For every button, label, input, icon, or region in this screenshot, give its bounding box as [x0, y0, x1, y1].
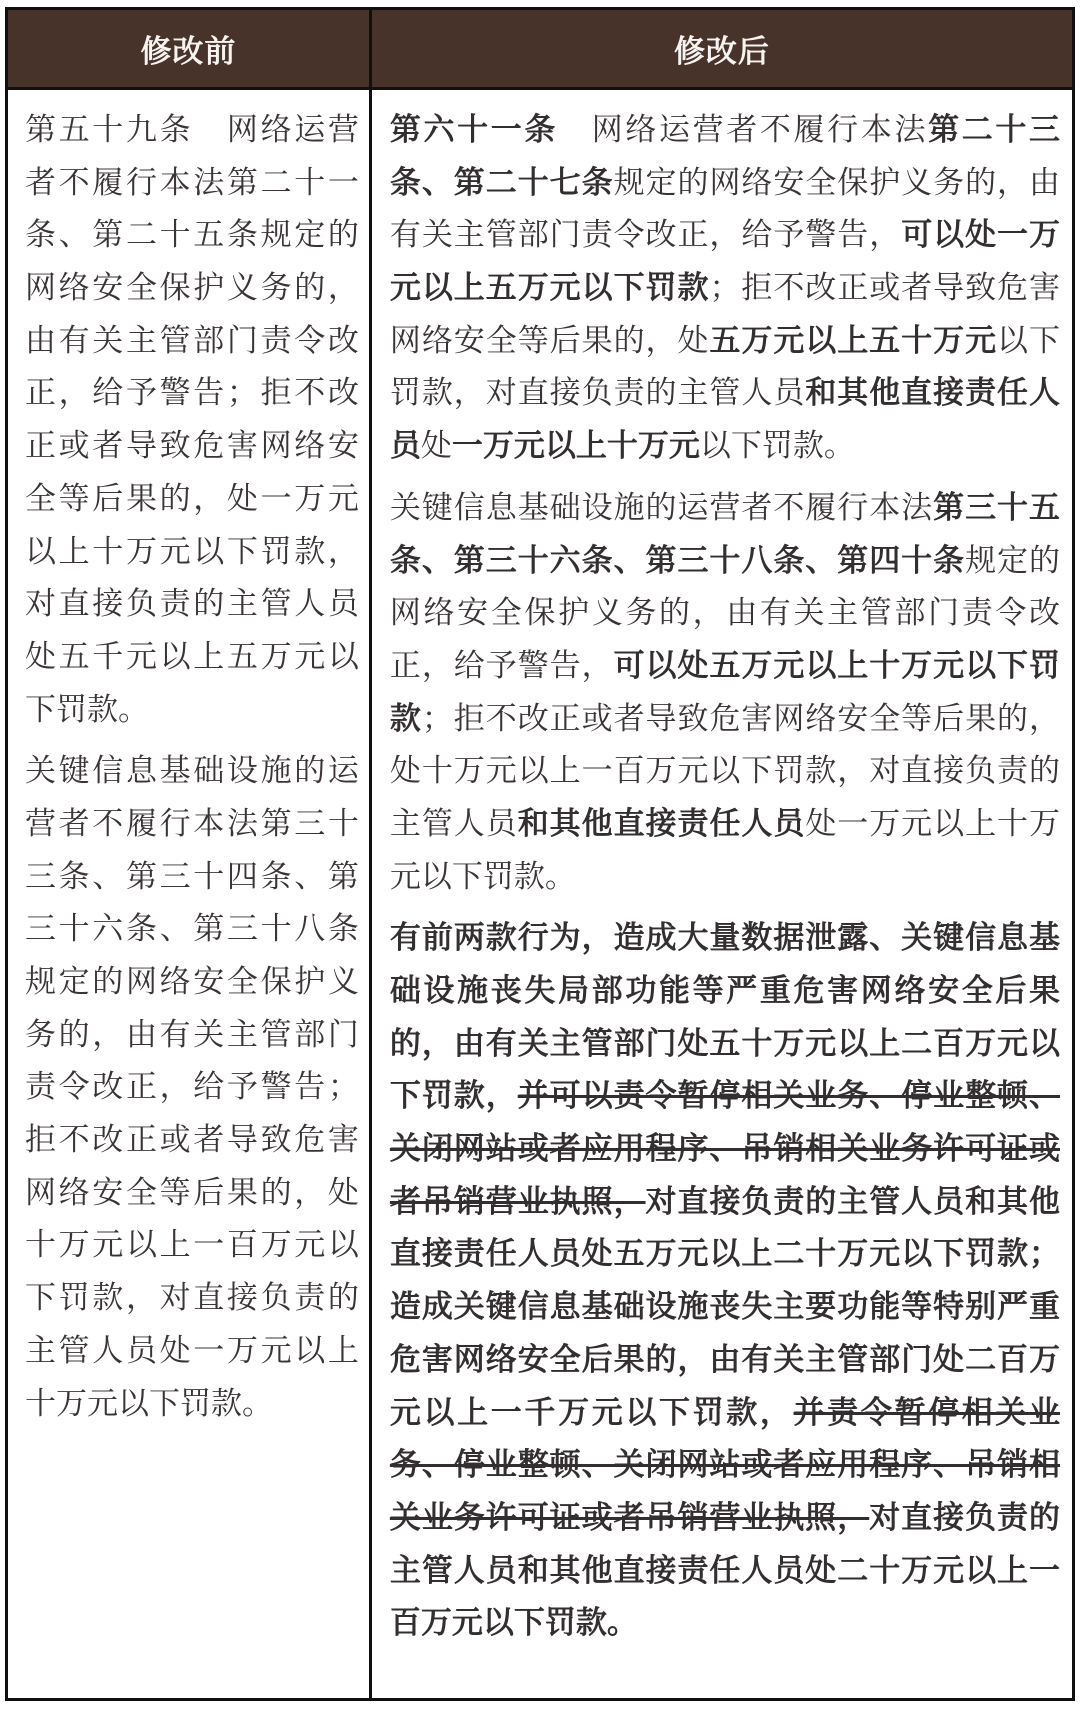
- law-paragraph: [25, 104, 359, 736]
- emphasized-text-run: 五万元以上五十万元: [709, 322, 998, 358]
- header-before-revision: 修改前: [8, 10, 372, 87]
- table-header-row: [8, 10, 1072, 90]
- text-run: 处: [420, 428, 452, 464]
- text-run: ；拒不改正或者导致危害网络安全等后果的，处: [389, 270, 1060, 358]
- revision-comparison-table: [5, 7, 1075, 1701]
- text-run: 以下罚款。: [699, 428, 855, 464]
- after-revision-cell: [372, 90, 1072, 1698]
- table-body-row: [8, 90, 1072, 1698]
- emphasized-text-run: 可以处一万元以上五万元以下罚款: [389, 217, 1061, 306]
- law-paragraph: [390, 482, 1060, 904]
- emphasized-text-run: 一万元以上十万元: [451, 428, 700, 464]
- text-run: 规定的网络安全保护义务的，由有关主管部门责令改正，给予警告，: [389, 164, 1061, 253]
- text-run: 以下罚款，对直接负责的主管人员: [389, 322, 1061, 411]
- deleted-text-run: 并可以责令暂停相关业务、停业整顿、关闭网站或者应用程序、吊销相关业务许可证或者吊销营业执照，: [389, 1078, 1061, 1219]
- emphasized-text-run: 第三十五条、第三十六条、第三十八条、第四十条: [389, 489, 1061, 578]
- text-run: ；拒不改正或者导致危害网络安全等后果的，处十万元以上一百万元以下罚款，对直接负责的主管人员: [389, 700, 1061, 841]
- text-run: 第五十九条 网络运营者不履行本法第二十一条、第二十五条规定的网络安全保护义务的，由有关主管部门责令改正，给予警告；拒不改正或者导致危害网络安全等后果的，处一万元以上十万元以下罚款，对直接负责的主管人员处五千元以上五万元以下罚款。: [25, 112, 359, 727]
- text-run: 关键信息基础设施的运营者不履行本法: [389, 489, 934, 525]
- before-revision-cell: [8, 90, 372, 1698]
- text-run: 规定的网络安全保护义务的，由有关主管部门责令改正，给予警告，: [389, 542, 1061, 683]
- emphasized-text-run: 对直接负责的主管人员和其他直接责任人员处二十万元以上一百万元以下罚款。: [389, 1499, 1060, 1641]
- deleted-text-run: 并责令暂停相关业务、停业整顿、关闭网站或者应用程序、吊销相关业务许可证或者吊销营业执照，: [389, 1394, 1061, 1535]
- emphasized-text-run: 和其他直接责任人员: [517, 805, 806, 841]
- law-paragraph: [390, 912, 1060, 1650]
- emphasized-text-run: 第二十三条、第二十七条: [389, 112, 1061, 200]
- emphasized-text-run: 对直接负责的主管人员和其他直接责任人员处五万元以上二十万元以下罚款；造成关键信息基础设施丧失主要功能等特别严重危害网络安全后果的，由有关主管部门处二百万元以上一千万元以下罚款，: [389, 1183, 1061, 1430]
- emphasized-text-run: 第六十一条: [389, 112, 559, 147]
- text-run: 处一万元以上十万元以下罚款。: [389, 805, 1061, 894]
- text-run: 关键信息基础设施的运营者不履行本法第三十三条、第三十四条、第三十六条、第三十八条规定的网络安全保护义务的，由有关主管部门责令改正，给予警告；拒不改正或者导致危害网络安全等后果的，处十万元以上一百万元以下罚款，对直接负责的主管人员处一万元以上十万元以下罚款。: [25, 753, 359, 1421]
- emphasized-text-run: 可以处五万元以上十万元以下罚款: [389, 647, 1061, 736]
- law-paragraph: [390, 104, 1060, 473]
- text-run: 网络运营者不履行本法: [558, 112, 929, 147]
- header-after-revision: 修改后: [372, 10, 1072, 87]
- law-paragraph: [25, 745, 359, 1430]
- emphasized-text-run: 和其他直接责任人员: [389, 375, 1061, 464]
- emphasized-text-run: 有前两款行为，造成大量数据泄露、关键信息基础设施丧失局部功能等严重危害网络安全后果的，由有关主管部门处五十万元以上二百万元以下罚款，: [389, 920, 1060, 1114]
